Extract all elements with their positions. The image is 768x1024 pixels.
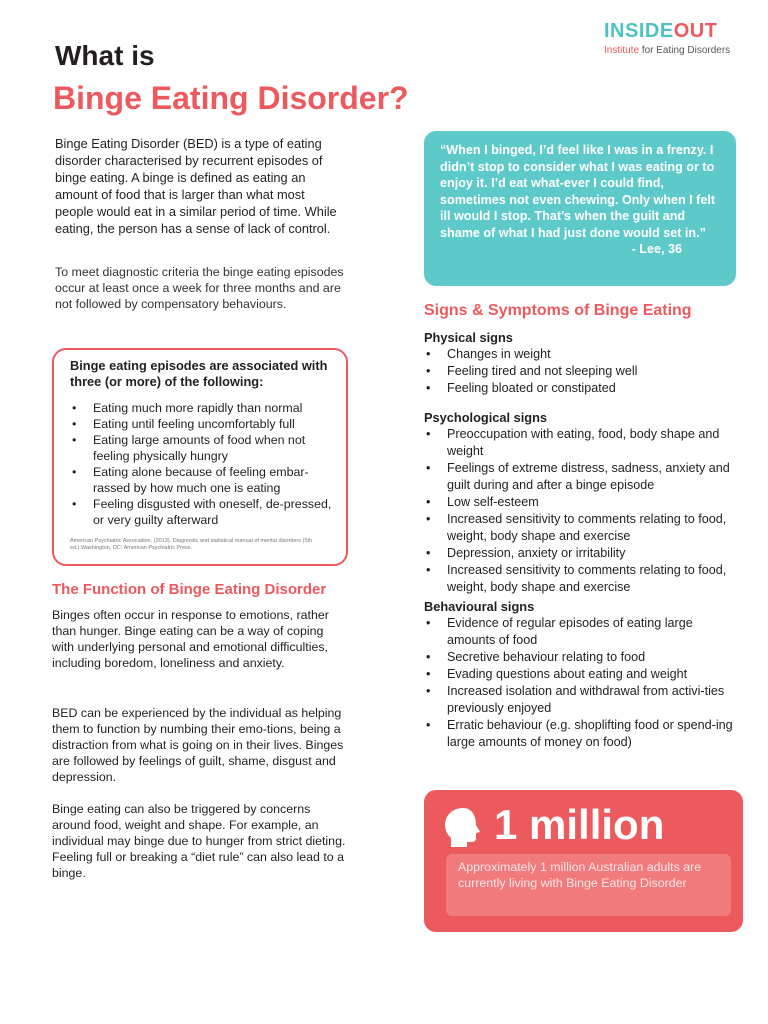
quote-attribution: - Lee, 36 bbox=[631, 242, 682, 256]
list-item: • Erratic behaviour (e.g. shoplifting food or spend-ing large amounts of money on food) bbox=[424, 717, 744, 751]
insideout-logo bbox=[604, 20, 754, 64]
physical-signs-heading: Physical signs bbox=[424, 330, 513, 345]
intro-paragraph-1: Binge Eating Disorder (BED) is a type of eating disorder characterised by recurrent episodes of binge eating. A binge is defined as eating an amount of food that is larger than what most people would eat in a similar period of time. While eating, the person has a sense of lack of control. bbox=[55, 136, 337, 236]
list-item: • Feelings of extreme distress, sadness, anxiety and guilt during and after a binge episode bbox=[424, 460, 744, 494]
citation: American Psychiatric Association. (2013). Diagnostic and statistical manual of mental disorders (5th ed.).Washington, DC: American Psychiatric Press. bbox=[70, 538, 313, 551]
behavioural-signs-list bbox=[424, 615, 744, 751]
logo-sub-rest: for Eating Disorders bbox=[641, 45, 731, 56]
page-title-line1: What is bbox=[55, 40, 155, 71]
list-item: • Secretive behaviour relating to food bbox=[424, 649, 744, 666]
list-item: • Evading questions about eating and weight bbox=[424, 666, 744, 683]
list-item: • Changes in weight bbox=[424, 346, 744, 363]
function-paragraph-2: BED can be experienced by the individual as helping them to function by numbing their emo-tions, being a distraction from what is going on in their lives. Binges are followed by feelings of guilt, shame, disgust and depression. bbox=[52, 706, 344, 784]
quote-text: “When I binged, I’d feel like I was in a frenzy. I didn’t stop to consider what I was eating or to enjoy it. I’d eat what-ever I could find, sometimes not even chewing. Only when I felt ill would I stop. That’s when the guilt and shame of what I had just done would set in.” bbox=[440, 143, 716, 240]
list-item: • Increased sensitivity to comments relating to food, weight, body shape and exercise bbox=[424, 562, 744, 596]
list-item: • Feeling bloated or constipated bbox=[424, 380, 744, 397]
list-item: • Eating much more rapidly than normal bbox=[70, 400, 332, 416]
criteria-list bbox=[70, 400, 332, 528]
logo-wordmark bbox=[604, 20, 754, 42]
intro-paragraph-2: To meet diagnostic criteria the binge eating episodes occur at least once a week for three months and are not followed by compensatory behaviours. bbox=[55, 265, 344, 311]
statistic-box bbox=[424, 790, 743, 932]
list-item: • Low self-esteem bbox=[424, 494, 744, 511]
logo-word-out: OUT bbox=[673, 20, 718, 42]
head-icon bbox=[442, 806, 484, 853]
psychological-signs-list bbox=[424, 426, 744, 596]
list-item: • Feeling tired and not sleeping well bbox=[424, 363, 744, 380]
list-item: • Increased isolation and withdrawal from activi-ties previously enjoyed bbox=[424, 683, 744, 717]
signs-heading: Signs & Symptoms of Binge Eating bbox=[424, 302, 692, 319]
function-paragraph-3: Binge eating can also be triggered by concerns around food, weight and shape. For example, an individual may binge due to hunger from strict dieting. Feeling full or breaking a “diet rule” can also lead to a binge. bbox=[52, 802, 346, 880]
statistic-number: 1 million bbox=[494, 801, 665, 848]
function-heading: The Function of Binge Eating Disorder bbox=[52, 581, 327, 598]
criteria-heading: Binge eating episodes are associated with three (or more) of the following: bbox=[70, 358, 328, 389]
function-paragraph-1: Binges often occur in response to emotions, rather than hunger. Binge eating can be a way of coping with underlying personal and emotional difficulties, including boredom, loneliness and anxiety. bbox=[52, 608, 329, 670]
logo-subtitle bbox=[604, 45, 754, 56]
list-item: • Evidence of regular episodes of eating large amounts of food bbox=[424, 615, 744, 649]
list-item: • Eating until feeling uncomfortably full bbox=[70, 416, 332, 432]
psychological-signs-heading: Psychological signs bbox=[424, 410, 548, 425]
list-item: • Increased sensitivity to comments relating to food, weight, body shape and exercise bbox=[424, 511, 744, 545]
logo-sub-red: Institute bbox=[604, 45, 640, 56]
physical-signs-list bbox=[424, 346, 744, 397]
page-title-line2: Binge Eating Disorder? bbox=[53, 80, 409, 116]
head-icon-shape bbox=[442, 806, 484, 848]
list-item: • Eating large amounts of food when not feeling physically hungry bbox=[70, 432, 332, 464]
list-item: • Eating alone because of feeling embar-rassed by how much one is eating bbox=[70, 464, 332, 496]
criteria-box bbox=[52, 348, 348, 566]
list-item: • Preoccupation with eating, food, body shape and weight bbox=[424, 426, 744, 460]
list-item: • Depression, anxiety or irritability bbox=[424, 545, 744, 562]
signs-list bbox=[424, 329, 744, 751]
statistic-caption: Approximately 1 million Australian adults are currently living with Binge Eating Disorder bbox=[446, 854, 731, 916]
logo-word-inside: INSIDE bbox=[604, 20, 674, 42]
quote-box bbox=[424, 131, 736, 286]
list-item: • Feeling disgusted with oneself, de-pressed, or very guilty afterward bbox=[70, 496, 332, 528]
behavioural-signs-heading: Behavioural signs bbox=[424, 599, 535, 614]
